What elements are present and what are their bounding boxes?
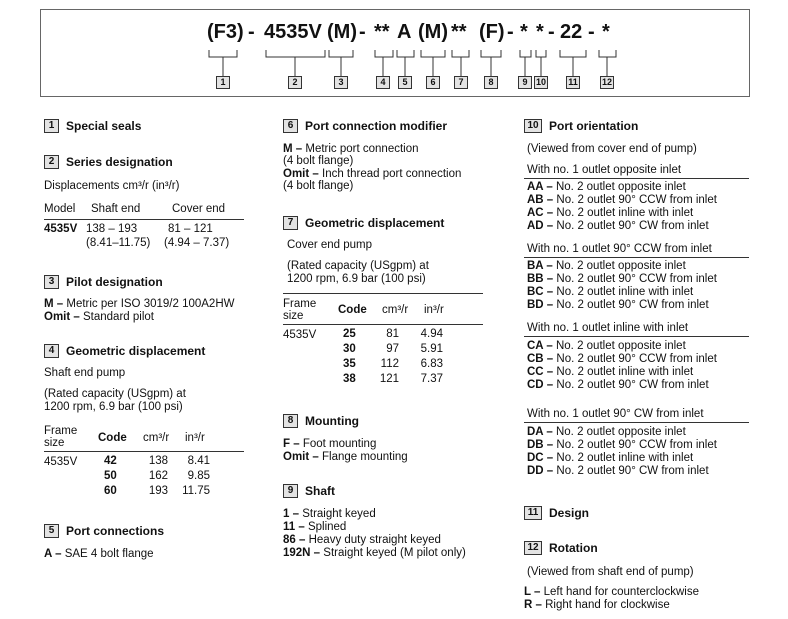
disp-code: 38 <box>343 373 356 385</box>
code-seg-m: (M) <box>327 21 357 43</box>
code-seg-stars2: ** <box>451 21 467 43</box>
section-5-title: Port connections <box>66 524 165 538</box>
modifier-metric-sub: (4 bolt flange) <box>283 155 354 167</box>
section-2-number: 2 <box>44 155 59 169</box>
orientation-desc: No. 2 outlet opposite inlet <box>555 426 686 438</box>
in-header: in³/r <box>185 432 205 444</box>
shaft-desc: Straight keyed (M pilot only) <box>323 547 466 559</box>
series-header-model: Model <box>44 203 76 215</box>
orientation-desc: No. 2 outlet 90° CW from inlet <box>556 220 709 232</box>
orientation-code: CC – <box>527 366 554 378</box>
divider <box>524 257 749 258</box>
shaft-item <box>283 534 441 547</box>
in-header: in³/r <box>424 304 444 316</box>
pilot-desc: Standard pilot <box>83 311 154 323</box>
disp-cm: 138 <box>148 455 168 467</box>
orientation-code: CA – <box>527 340 553 352</box>
disp-code: 42 <box>104 455 117 467</box>
section-4-number: 4 <box>44 344 59 358</box>
rotation-desc: Left hand for counterclockwise <box>543 586 699 598</box>
table-row <box>104 469 210 484</box>
series-cover-cm: 81 – 121 <box>168 223 213 235</box>
disp-code: 35 <box>343 358 356 370</box>
orientation-code: AB – <box>527 194 554 206</box>
section-6-number: 6 <box>283 119 298 133</box>
pilot-code: Omit – <box>44 311 80 323</box>
section-1-number: 1 <box>44 119 59 133</box>
section-11-number: 11 <box>524 506 542 520</box>
shaft-item <box>283 508 376 521</box>
orientation-code: AC – <box>527 207 554 219</box>
code-seg-star: * <box>520 21 528 43</box>
orientation-item <box>527 379 709 392</box>
orientation-desc: No. 2 outlet inline with inlet <box>556 207 694 219</box>
section-9-title: Shaft <box>305 484 335 498</box>
section-10-number: 10 <box>524 119 542 133</box>
mounting-desc: Flange mounting <box>322 451 408 463</box>
divider <box>524 336 749 337</box>
frame-header: Frame <box>44 425 78 437</box>
mounting-code: F – <box>283 438 300 450</box>
disp-in: 5.91 <box>420 343 443 355</box>
port-code: A – <box>44 548 62 560</box>
disp-code: 50 <box>104 470 117 482</box>
code-seg-series: 4535V <box>264 21 322 43</box>
table-row <box>104 454 210 469</box>
disp-cm: 97 <box>386 343 399 355</box>
series-model: 4535V <box>44 223 78 235</box>
shaft-disp-table <box>104 454 210 499</box>
shaft-desc: Heavy duty straight keyed <box>308 534 441 546</box>
code-seg-dash: - <box>248 21 255 43</box>
pilot-code: M – <box>44 298 64 310</box>
orientation-item <box>527 299 709 312</box>
section-10-title: Port orientation <box>549 119 639 133</box>
cover-disp-table <box>343 327 443 387</box>
disp-cm: 162 <box>148 470 168 482</box>
model-code-box <box>40 9 750 97</box>
orientation-code: BC – <box>527 286 554 298</box>
orientation-code: CD – <box>527 379 554 391</box>
displacements-label: Displacements cm³/r (in³/r) <box>44 180 180 192</box>
code-seg-dash: - <box>588 21 595 43</box>
section-4-title: Geometric displacement <box>66 344 206 358</box>
orientation-desc: No. 2 outlet 90° CCW from inlet <box>556 353 717 365</box>
code-seg-design: 22 <box>560 21 583 43</box>
section-2-title: Series designation <box>66 155 173 169</box>
series-shaft-in: (8.41–11.75) <box>86 237 151 249</box>
rotation-subtitle: (Viewed from shaft end of pump) <box>527 566 694 578</box>
shaft-end-subtitle: Shaft end pump <box>44 367 126 379</box>
code-box-6: 6 <box>426 76 440 89</box>
code-box-1: 1 <box>216 76 230 89</box>
code-box-10: 10 <box>535 77 546 87</box>
code-box-12: 12 <box>601 77 612 87</box>
rotation-item-left <box>524 586 699 599</box>
orientation-desc: No. 2 outlet 90° CW from inlet <box>556 465 709 477</box>
orientation-desc: No. 2 outlet inline with inlet <box>556 452 694 464</box>
cover-end-subtitle: Cover end pump <box>287 239 373 251</box>
code-seg-m2: (M) <box>418 21 448 43</box>
code-seg-dash: - <box>359 21 366 43</box>
shaft-code: 1 – <box>283 508 299 520</box>
port-item-a <box>44 548 154 561</box>
orientation-desc: No. 2 outlet inline with inlet <box>556 366 694 378</box>
code-seg-star2: * <box>536 21 544 43</box>
series-cover-in: (4.94 – 7.37) <box>164 237 230 249</box>
section-3-title: Pilot designation <box>66 275 163 289</box>
orientation-desc: No. 2 outlet 90° CW from inlet <box>556 299 709 311</box>
modifier-omit-sub: (4 bolt flange) <box>283 180 354 192</box>
disp-in: 6.83 <box>420 358 443 370</box>
table-row <box>343 357 443 372</box>
rotation-code: L – <box>524 586 541 598</box>
disp-in: 11.75 <box>182 485 210 497</box>
orientation-code: BD – <box>527 299 554 311</box>
shaft-code: 192N – <box>283 547 321 559</box>
orientation-desc: No. 2 outlet 90° CCW from inlet <box>556 273 717 285</box>
mounting-item-flange <box>283 451 408 464</box>
shaft-code: 86 – <box>283 534 306 546</box>
orientation-item <box>527 286 693 299</box>
section-12-number: 12 <box>524 541 542 555</box>
orientation-item <box>527 426 686 439</box>
code-box-11: 11 <box>566 76 580 89</box>
rated-note-line2: 1200 rpm, 6.9 bar (100 psi) <box>287 273 426 285</box>
orientation-item <box>527 207 693 220</box>
disp-in: 7.37 <box>420 373 443 385</box>
orientation-code: DB – <box>527 439 554 451</box>
table-row <box>343 327 443 342</box>
divider <box>44 451 244 452</box>
cm-header: cm³/r <box>143 432 170 444</box>
code-seg-dash: - <box>507 21 514 43</box>
section-11-title: Design <box>549 506 590 520</box>
frame-header-size: size <box>283 310 304 322</box>
shaft-desc: Splined <box>307 521 347 533</box>
section-11-heading <box>524 506 589 520</box>
orientation-item <box>527 439 717 452</box>
divider <box>524 178 749 179</box>
orientation-desc: No. 2 outlet 90° CW from inlet <box>556 379 709 391</box>
disp-cm: 121 <box>379 373 399 385</box>
frame-value: 4535V <box>44 456 78 468</box>
orientation-code: DD – <box>527 465 554 477</box>
series-shaft-cm: 138 – 193 <box>86 223 138 235</box>
section-8-heading <box>283 414 359 428</box>
rotation-desc: Right hand for clockwise <box>545 599 670 611</box>
orientation-code: BA – <box>527 260 553 272</box>
modifier-desc: Inch thread port connection <box>322 168 462 180</box>
orientation-desc: No. 2 outlet inline with inlet <box>556 286 694 298</box>
disp-in: 9.85 <box>187 470 210 482</box>
orientation-item <box>527 465 709 478</box>
table-row <box>343 372 443 387</box>
orientation-code: AA – <box>527 181 553 193</box>
orientation-desc: No. 2 outlet opposite inlet <box>555 181 686 193</box>
section-6-heading <box>283 119 447 133</box>
orientation-group-title: With no. 1 outlet inline with inlet <box>527 322 689 334</box>
code-box-3: 3 <box>334 76 348 89</box>
rotation-code: R – <box>524 599 542 611</box>
orientation-code: CB – <box>527 353 554 365</box>
section-3-number: 3 <box>44 275 59 289</box>
disp-cm: 193 <box>148 485 168 497</box>
code-box-9: 9 <box>518 76 532 89</box>
modifier-code: Omit – <box>283 168 319 180</box>
divider <box>283 293 483 294</box>
disp-code: 30 <box>343 343 356 355</box>
frame-value: 4535V <box>283 329 317 341</box>
table-row <box>343 342 443 357</box>
orientation-item <box>527 194 717 207</box>
orientation-item <box>527 260 686 273</box>
cm-header: cm³/r <box>382 304 409 316</box>
pilot-desc: Metric per ISO 3019/2 100A2HW <box>66 298 235 310</box>
code-box-8: 8 <box>484 76 498 89</box>
port-desc: SAE 4 bolt flange <box>64 548 154 560</box>
rotation-item-right <box>524 599 670 612</box>
series-header-cover: Cover end <box>172 203 226 215</box>
rated-note-line1: (Rated capacity (USgpm) at <box>44 388 186 400</box>
orientation-group-title: With no. 1 outlet 90° CCW from inlet <box>527 243 712 255</box>
code-seg-dash: - <box>548 21 555 43</box>
mounting-code: Omit – <box>283 451 319 463</box>
section-9-heading <box>283 484 335 498</box>
section-7-title: Geometric displacement <box>305 216 445 230</box>
code-seg-f3: (F3) <box>207 21 244 43</box>
pilot-item-metric <box>44 298 234 311</box>
orientation-item <box>527 181 686 194</box>
orientation-item <box>527 220 709 233</box>
disp-in: 4.94 <box>420 328 443 340</box>
mounting-item-foot <box>283 438 376 451</box>
modifier-code: M – <box>283 143 303 155</box>
orientation-desc: No. 2 outlet opposite inlet <box>555 340 686 352</box>
divider <box>283 324 483 325</box>
shaft-item <box>283 547 466 560</box>
code-box-7: 7 <box>454 76 468 89</box>
section-10-heading <box>524 119 638 133</box>
code-seg-f: (F) <box>479 21 505 43</box>
section-2-heading <box>44 155 173 169</box>
code-header: Code <box>338 304 367 316</box>
mounting-desc: Foot mounting <box>302 438 377 450</box>
pilot-item-omit <box>44 311 154 324</box>
rated-note-line1: (Rated capacity (USgpm) at <box>287 260 429 272</box>
orientation-item <box>527 273 717 286</box>
disp-in: 8.41 <box>187 455 210 467</box>
modifier-desc: Metric port connection <box>305 143 419 155</box>
orientation-code: DA – <box>527 426 553 438</box>
section-7-number: 7 <box>283 216 298 230</box>
series-header-shaft: Shaft end <box>91 203 141 215</box>
orientation-item <box>527 353 717 366</box>
section-12-title: Rotation <box>549 541 598 555</box>
section-5-heading <box>44 524 164 538</box>
section-12-heading <box>524 541 598 555</box>
orientation-code: DC – <box>527 452 554 464</box>
disp-code: 25 <box>343 328 356 340</box>
divider <box>524 422 749 423</box>
section-8-number: 8 <box>283 414 298 428</box>
section-8-title: Mounting <box>305 414 359 428</box>
section-3-heading <box>44 275 163 289</box>
orientation-code: BB – <box>527 273 554 285</box>
disp-cm: 81 <box>386 328 399 340</box>
shaft-desc: Straight keyed <box>302 508 376 520</box>
orientation-desc: No. 2 outlet opposite inlet <box>555 260 686 272</box>
frame-header-size: size <box>44 437 65 449</box>
rated-note-line2: 1200 rpm, 6.9 bar (100 psi) <box>44 401 183 413</box>
orientation-subtitle: (Viewed from cover end of pump) <box>527 143 697 155</box>
code-box-2: 2 <box>288 76 302 89</box>
code-box-5: 5 <box>398 76 412 89</box>
orientation-item <box>527 452 693 465</box>
section-7-heading <box>283 216 444 230</box>
orientation-group-title: With no. 1 outlet 90° CW from inlet <box>527 408 704 420</box>
shaft-item <box>283 521 346 534</box>
orientation-group-title: With no. 1 outlet opposite inlet <box>527 164 682 176</box>
orientation-item <box>527 366 693 379</box>
section-9-number: 9 <box>283 484 298 498</box>
section-6-title: Port connection modifier <box>305 119 448 133</box>
section-5-number: 5 <box>44 524 59 538</box>
code-header: Code <box>98 432 127 444</box>
code-seg-a: A <box>397 21 412 43</box>
orientation-desc: No. 2 outlet 90° CCW from inlet <box>556 194 717 206</box>
orientation-desc: No. 2 outlet 90° CCW from inlet <box>556 439 717 451</box>
code-seg-stars: ** <box>374 21 390 43</box>
section-1-heading <box>44 119 141 133</box>
orientation-item <box>527 340 686 353</box>
section-1-title: Special seals <box>66 119 142 133</box>
divider <box>44 219 244 220</box>
disp-cm: 112 <box>380 358 399 370</box>
orientation-code: AD – <box>527 220 554 232</box>
shaft-code: 11 – <box>283 521 305 533</box>
section-4-heading <box>44 344 205 358</box>
frame-header: Frame <box>283 298 317 310</box>
table-row <box>104 484 210 499</box>
code-box-4: 4 <box>376 76 390 89</box>
model-code-brackets <box>41 10 751 98</box>
disp-code: 60 <box>104 485 117 497</box>
code-seg-rotation: * <box>602 21 610 43</box>
